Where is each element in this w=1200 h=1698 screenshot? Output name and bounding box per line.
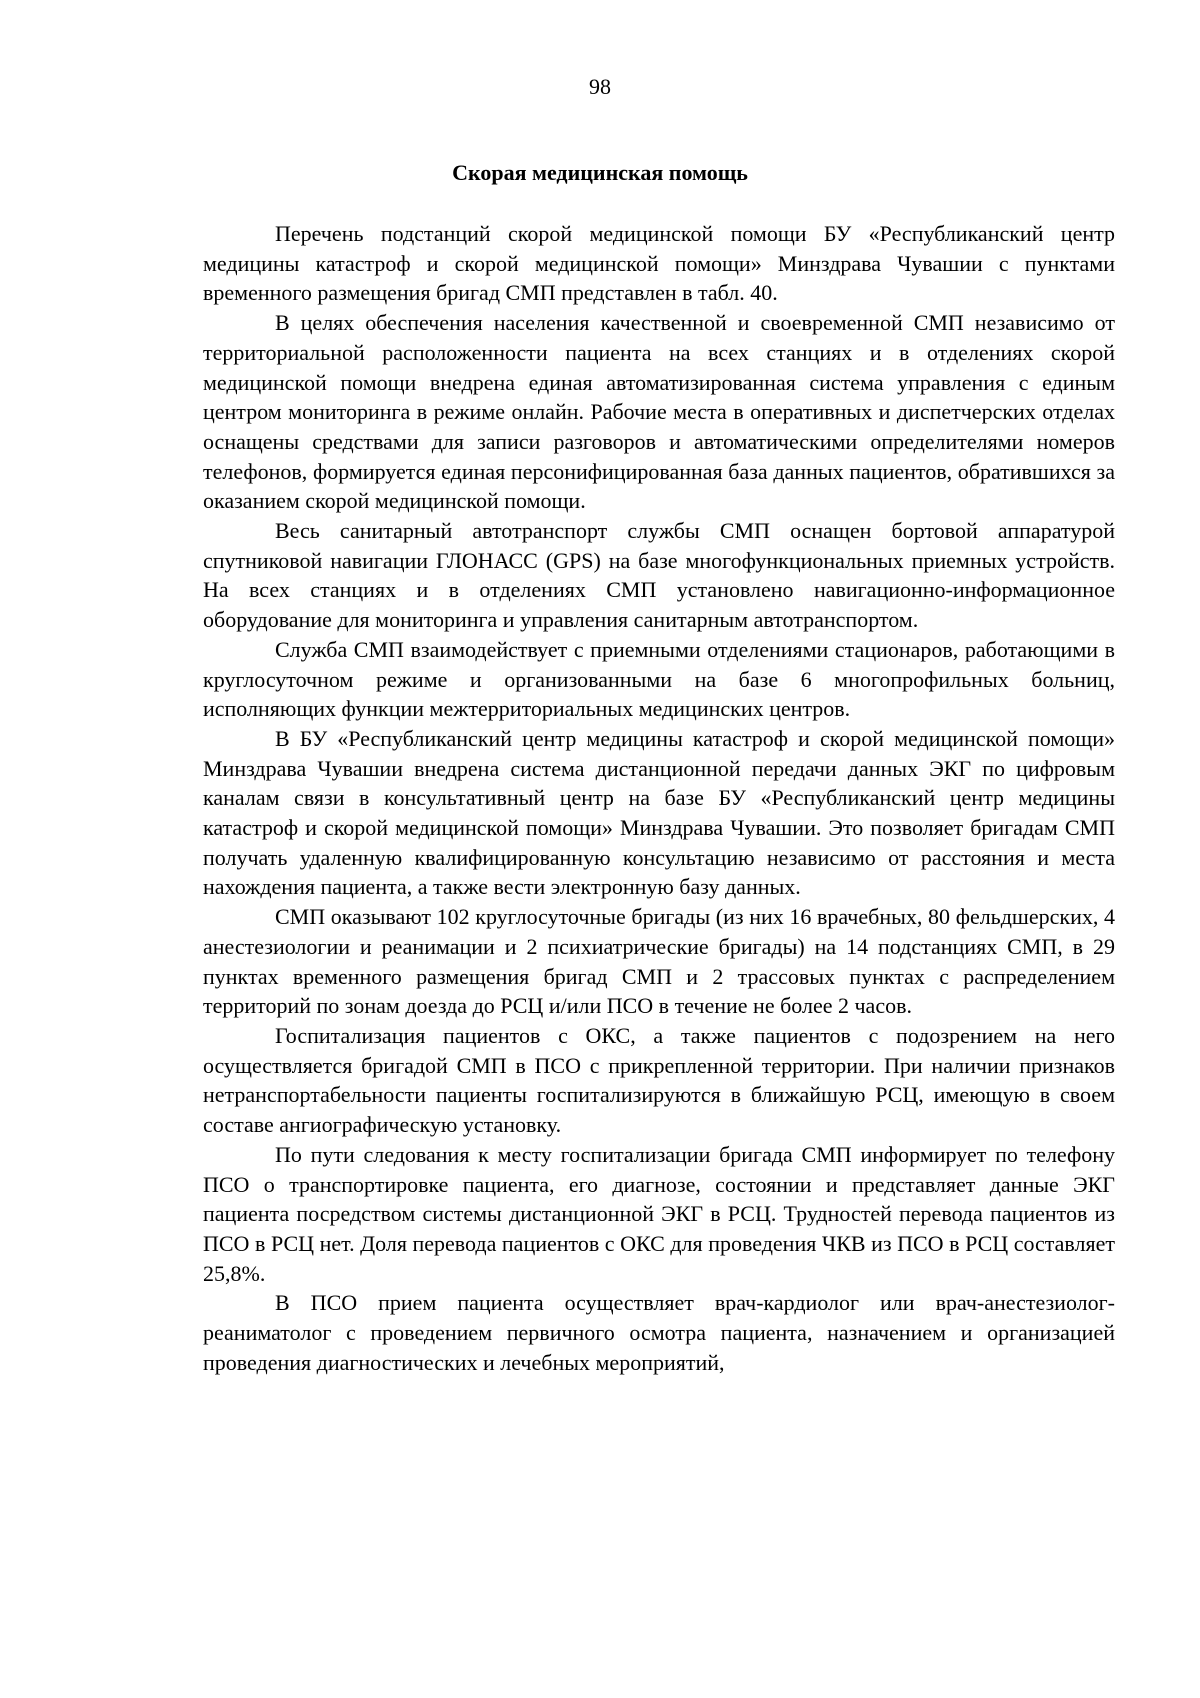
- paragraph-ecg-transmission: В БУ «Республиканский центр медицины катастроф и скорой медицинской помощи» Минздрава Чувашии внедрена система дистанционной передачи данных ЭКГ по цифровым каналам связи в консультативный центр на базе БУ «Республиканский центр медицины катастроф и скорой медицинской помощи» Минздрава Чувашии. Это позволяет бригадам СМП получать удаленную квалифицированную консультацию независимо от расстояния и места нахождения пациента, а также вести электронную базу данных.: [203, 725, 1115, 900]
- body-text: [203, 219, 1115, 1377]
- section-heading: Скорая медицинская помощь: [452, 160, 748, 185]
- paragraph-pso-admission: В ПСО прием пациента осуществляет врач-кардиолог или врач-анестезиолог-реаниматолог с проведением первичного осмотра пациента, назначением и организацией проведения диагностических и лечебных мероприятий,: [203, 1290, 1115, 1375]
- paragraph-brigades: СМП оказывают 102 круглосуточные бригады (из них 16 врачебных, 80 фельдшерских, 4 анестезиологии и реанимации и 2 психиатрические бригады) на 14 подстанциях СМП, в 29 пунктах временного размещения бригад СМП и 2 трассовых пунктах с распределением территорий по зонам доезда до РСЦ и/или ПСО в течение не более 2 часов.: [203, 904, 1115, 1019]
- paragraph-hospital-cooperation: Служба СМП взаимодействует с приемными отделениями стационаров, работающими в круглосуточном режиме и организованными на базе 6 многопрофильных больниц, исполняющих функции межтерриториальных медицинских центров.: [203, 636, 1115, 722]
- page-number: 98: [589, 74, 611, 99]
- paragraph-automated-system: В целях обеспечения населения качественной и своевременной СМП независимо от территориальной расположенности пациента на всех станциях и в отделениях скорой медицинской помощи внедрена единая автоматизированная система управления с единым центром мониторинга в режиме онлайн. Рабочие места в оперативных и диспетчерских отделах оснащены средствами для записи разговоров и автоматическими определителями номеров телефонов, формируется единая персонифицированная база данных пациентов, обратившихся за оказанием скорой медицинской помощи.: [203, 310, 1115, 514]
- paragraph-glonass: Весь санитарный автотранспорт службы СМП оснащен бортовой аппаратурой спутниковой навигации ГЛОНАСС (GPS) на базе многофункциональных приемных устройств. На всех станциях и в отделениях СМП установлено навигационно-информационное оборудование для мониторинга и управления санитарным автотранспортом.: [203, 518, 1115, 633]
- paragraph-transfer: По пути следования к месту госпитализации бригада СМП информирует по телефону ПСО о транспортировке пациента, его диагнозе, состоянии и представляет данные ЭКГ пациента посредством системы дистанционной ЭКГ в РСЦ. Трудностей перевода пациентов из ПСО в РСЦ нет. Доля перевода пациентов с ОКС для проведения ЧКВ из ПСО в РСЦ составляет 25,8%.: [203, 1141, 1115, 1286]
- paragraph-substations: Перечень подстанций скорой медицинской помощи БУ «Республиканский центр медицины катастроф и скорой медицинской помощи» Минздрава Чувашии с пунктами временного размещения бригад СМП представлен в табл. 40.: [203, 221, 1115, 306]
- paragraph-hospitalization: Госпитализация пациентов с ОКС, а также пациентов с подозрением на него осуществляется бригадой СМП в ПСО с прикрепленной территории. При наличии признаков нетранспортабельности пациенты госпитализируются в ближайшую РСЦ, имеющую в своем составе ангиографическую установку.: [203, 1022, 1115, 1138]
